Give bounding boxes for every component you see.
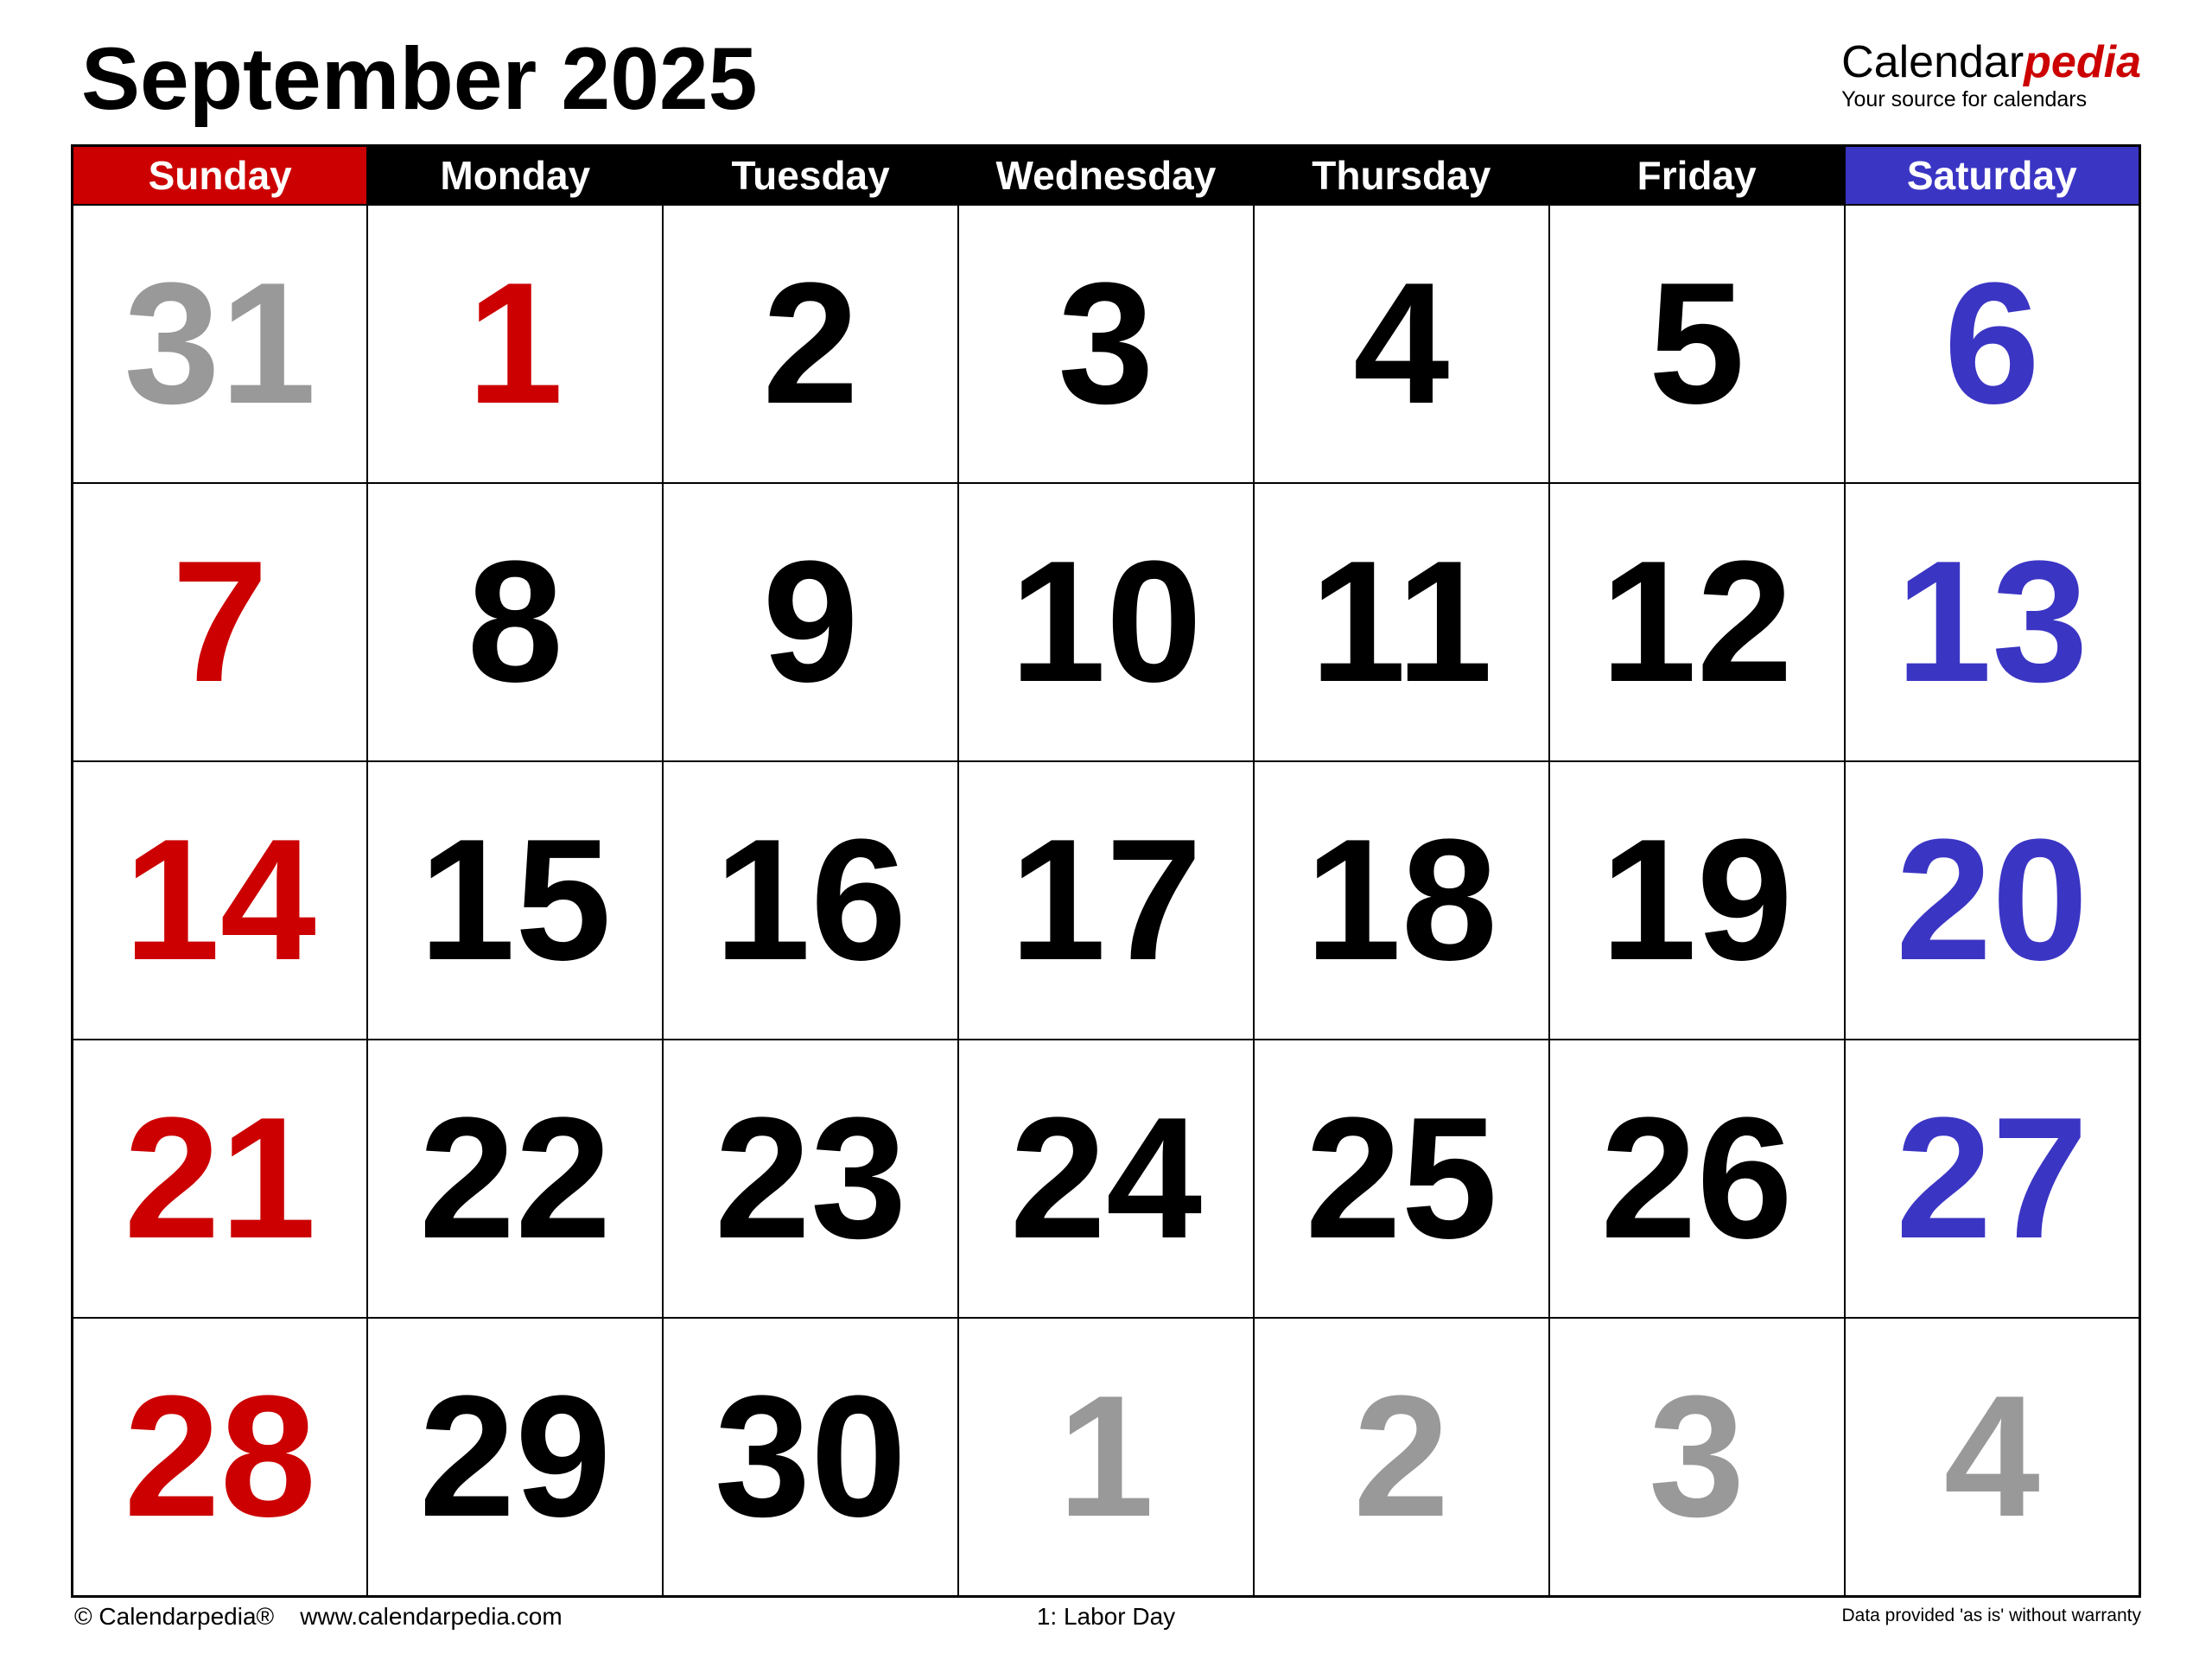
day-cell-weekday: 10 xyxy=(958,483,1254,761)
week-row xyxy=(73,761,2140,1040)
day-cell-weekday: 19 xyxy=(1549,761,1845,1040)
weekday-header-monday: Monday xyxy=(367,146,663,206)
day-cell-sunday: 14 xyxy=(73,761,368,1040)
weekday-header-row xyxy=(73,146,2140,206)
day-cell-weekday: 5 xyxy=(1549,205,1845,483)
day-cell-weekday: 25 xyxy=(1254,1040,1549,1318)
logo-text-calendar: Calendar xyxy=(1841,37,2024,87)
day-cell-weekday: 23 xyxy=(663,1040,958,1318)
day-cell-adjacent: 1 xyxy=(958,1318,1254,1597)
day-cell-saturday: 27 xyxy=(1845,1040,2140,1318)
day-cell-weekday: 2 xyxy=(663,205,958,483)
footer-disclaimer: Data provided 'as is' without warranty xyxy=(1841,1606,2141,1625)
day-cell-adjacent: 3 xyxy=(1549,1318,1845,1597)
day-cell-weekday: 22 xyxy=(367,1040,663,1318)
day-cell-saturday: 20 xyxy=(1845,761,2140,1040)
day-cell-weekday: 3 xyxy=(958,205,1254,483)
calendarpedia-logo xyxy=(1841,37,2141,111)
day-cell-adjacent: 4 xyxy=(1845,1318,2140,1597)
calendar-grid-body xyxy=(73,205,2140,1597)
weekday-header-wednesday: Wednesday xyxy=(958,146,1254,206)
calendar-grid-head xyxy=(73,146,2140,206)
day-cell-weekday: 18 xyxy=(1254,761,1549,1040)
day-cell-sunday: 7 xyxy=(73,483,368,761)
day-cell-saturday: 6 xyxy=(1845,205,2140,483)
page-title: September 2025 xyxy=(81,29,758,128)
footer-copyright xyxy=(74,1602,563,1631)
day-cell-weekday: 11 xyxy=(1254,483,1549,761)
day-cell-weekday: 30 xyxy=(663,1318,958,1597)
weekday-header-saturday: Saturday xyxy=(1845,146,2140,206)
day-cell-adjacent: 31 xyxy=(73,205,368,483)
day-cell-weekday: 8 xyxy=(367,483,663,761)
footer-website: www.calendarpedia.com xyxy=(300,1603,563,1630)
logo-wordmark xyxy=(1841,37,2141,87)
logo-text-pedia: pedia xyxy=(2024,37,2141,87)
day-cell-weekday: 17 xyxy=(958,761,1254,1040)
weekday-header-friday: Friday xyxy=(1549,146,1845,206)
day-cell-weekday: 29 xyxy=(367,1318,663,1597)
day-cell-saturday: 13 xyxy=(1845,483,2140,761)
day-cell-sunday: 21 xyxy=(73,1040,368,1318)
footer-copyright-text: © Calendarpedia® xyxy=(74,1603,275,1630)
footer xyxy=(71,1602,2141,1637)
day-cell-adjacent: 2 xyxy=(1254,1318,1549,1597)
day-cell-weekday: 24 xyxy=(958,1040,1254,1318)
week-row xyxy=(73,205,2140,483)
day-cell-weekday: 16 xyxy=(663,761,958,1040)
day-cell-weekday: 26 xyxy=(1549,1040,1845,1318)
day-cell-weekday: 4 xyxy=(1254,205,1549,483)
week-row xyxy=(73,1040,2140,1318)
day-cell-weekday: 9 xyxy=(663,483,958,761)
weekday-header-thursday: Thursday xyxy=(1254,146,1549,206)
weekday-header-tuesday: Tuesday xyxy=(663,146,958,206)
calendar-grid xyxy=(71,144,2141,1598)
week-row xyxy=(73,483,2140,761)
day-cell-sunday: 28 xyxy=(73,1318,368,1597)
weekday-header-sunday: Sunday xyxy=(73,146,368,206)
day-cell-weekday: 15 xyxy=(367,761,663,1040)
week-row xyxy=(73,1318,2140,1597)
footer-holiday-note: 1: Labor Day xyxy=(1036,1603,1176,1630)
day-cell-holiday: 1 xyxy=(367,205,663,483)
day-cell-weekday: 12 xyxy=(1549,483,1845,761)
logo-tagline: Your source for calendars xyxy=(1841,87,2088,111)
